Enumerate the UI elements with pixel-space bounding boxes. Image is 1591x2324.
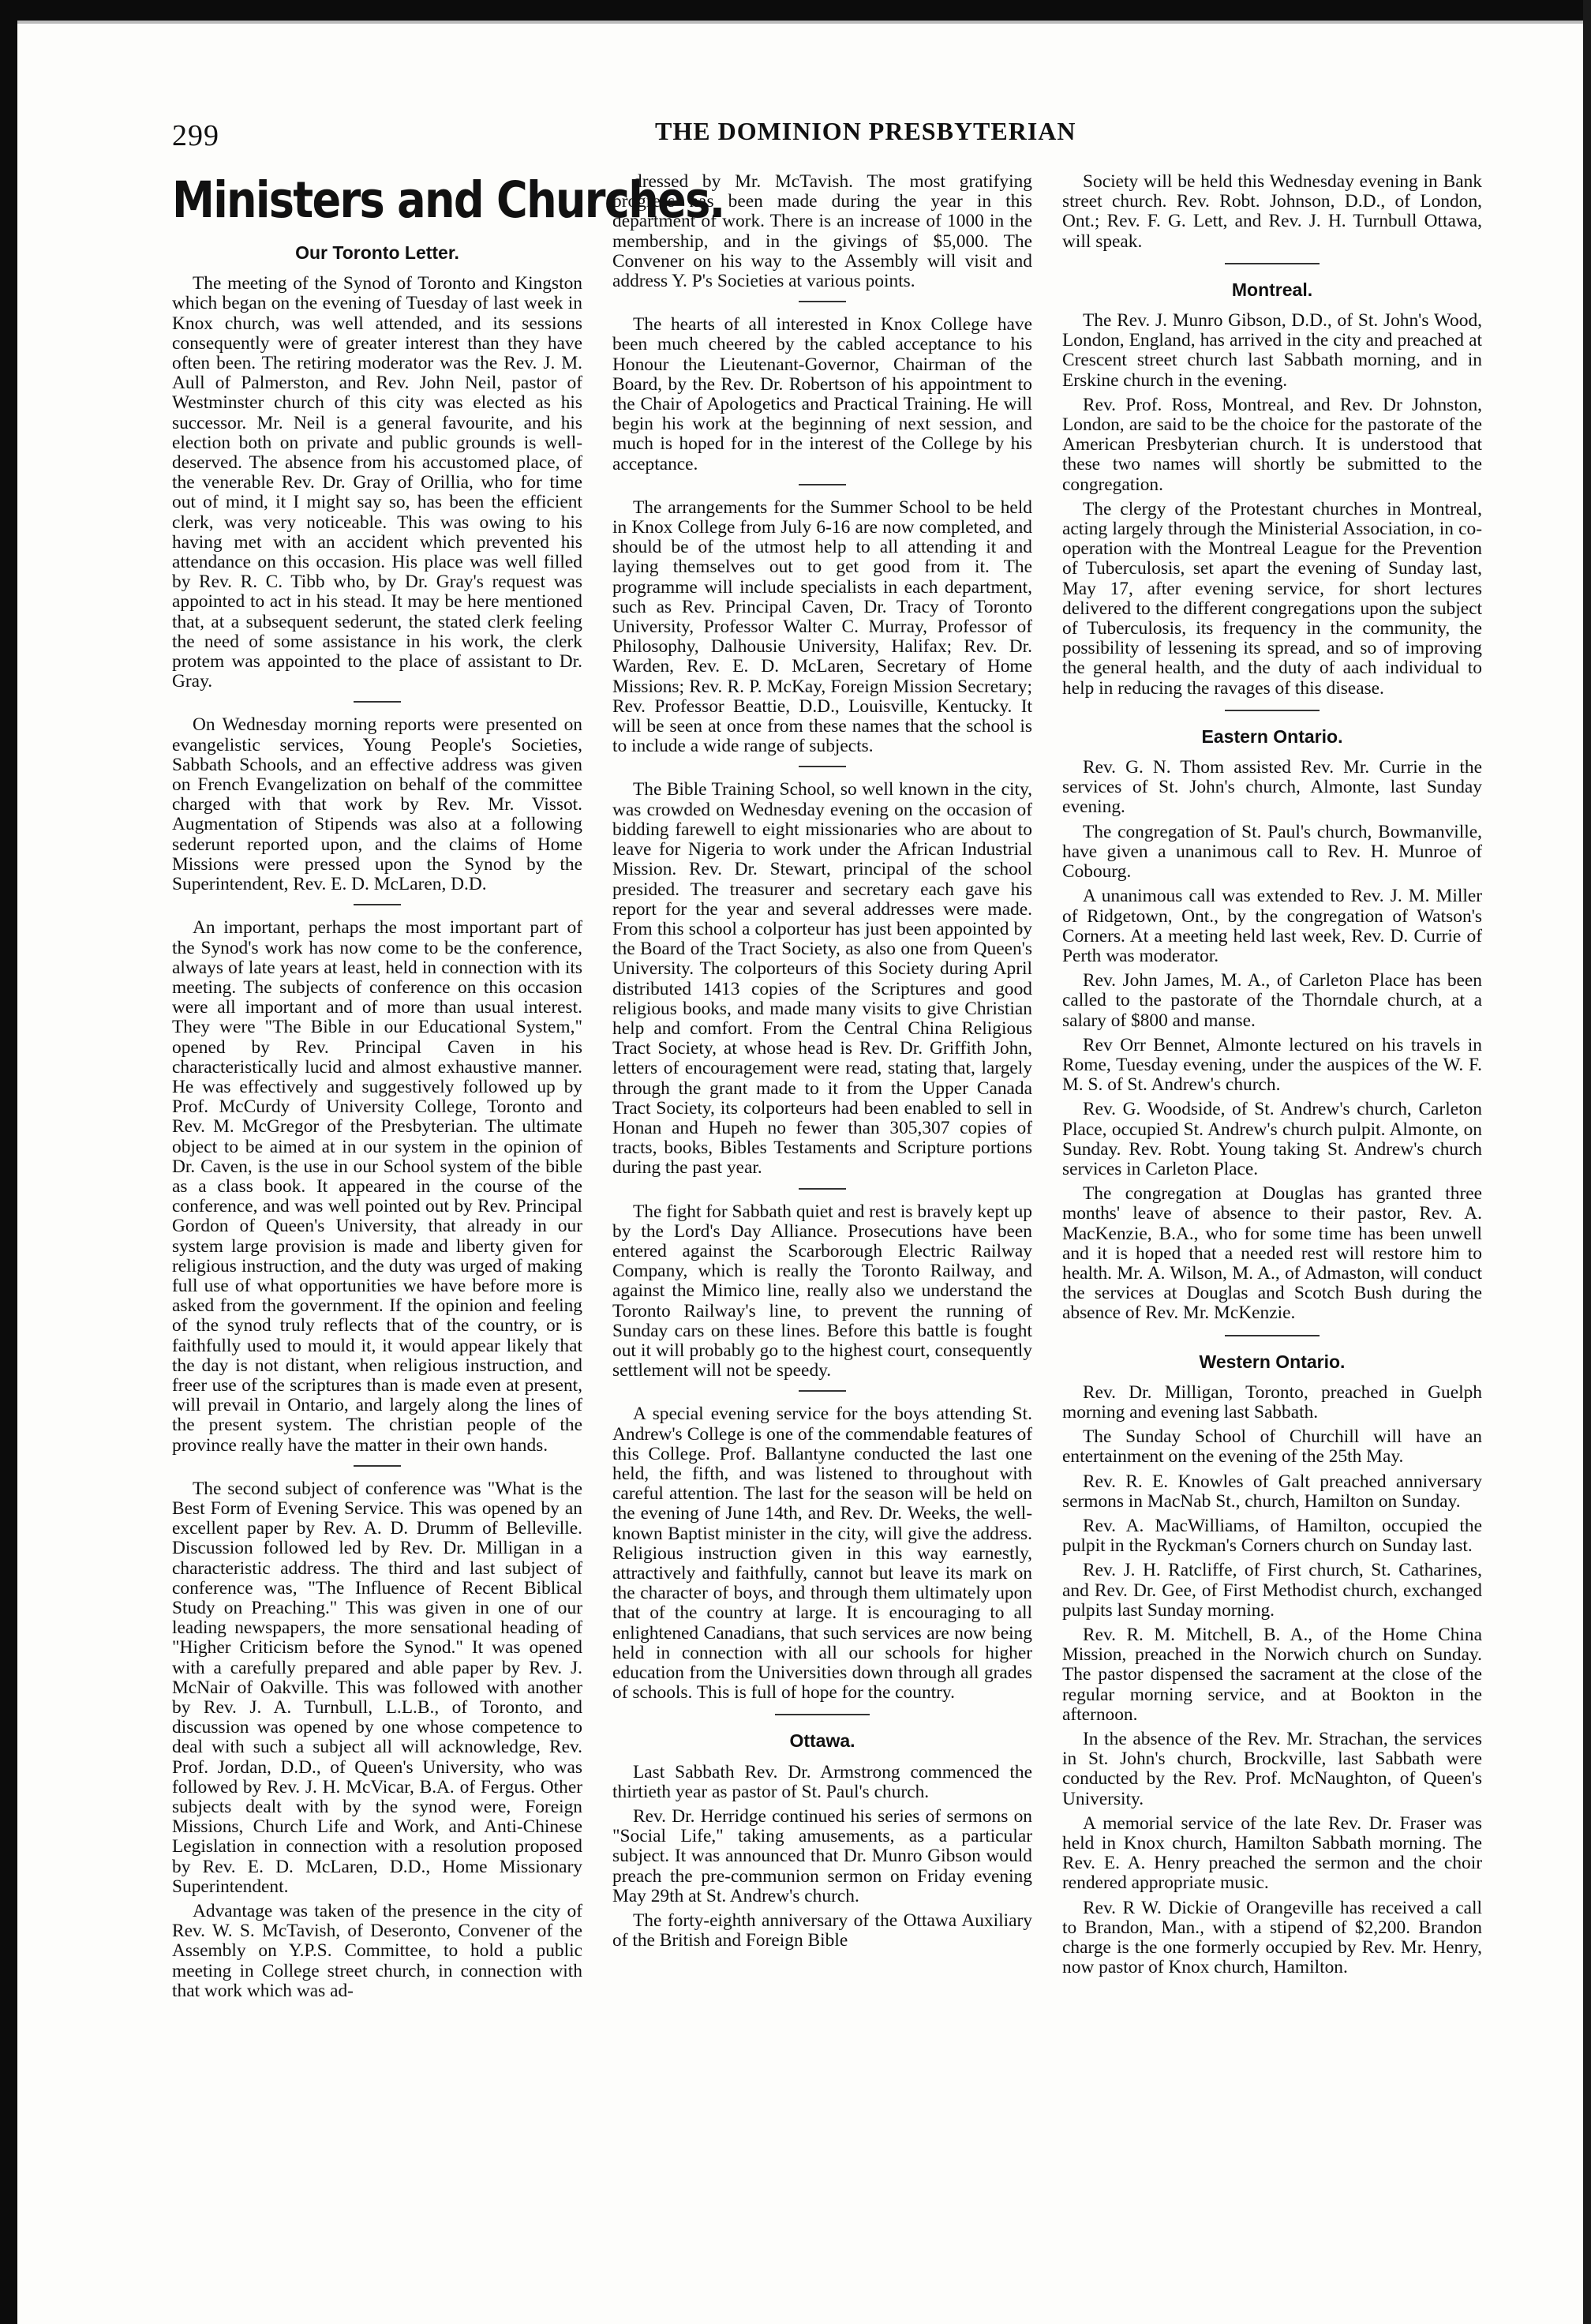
article-paragraph: A special evening service for the boys attending St. Andrew's College is one of the commendable features of this College. Prof. Ballantyne conducted the last one held, the fifth, and was listened to throughout with careful attention. The last for the season will be held on the evening of June 14th, and Rev. Dr. Weeks, the well-known Baptist minister in the city, will give the address. Religious instruction given in this way earnestly, attractively and faithfully, cannot but leave its mark on the character of boys, and through them ultimately upon that of the country at large. It is encouraging to all enlightened Canadians, that such services are now being held in connection with all our schools for higher education from the Universities down through all grades of schools. This is full of hope for the country. (612, 1404, 1032, 1704)
separator (1225, 263, 1320, 264)
heading-western-ontario: Western Ontario. (1199, 1351, 1346, 1372)
separator (799, 1390, 846, 1392)
article-paragraph: Advantage was taken of the presence in the city of Rev. W. S. McTavish, of Deseronto, Convener of the Assembly on Y.P.S. Committee, to hold a public meeting in College street church, in connection with that work which was ad- (172, 1901, 582, 2001)
separator (354, 701, 401, 703)
article-paragraph: The arrangements for the Summer School to be held in Knox College from July 6-16 are now completed, and should be of the utmost help to all attending it and laying themselves out to get good from it. The programme will include specialists in each department, such as Rev. Principal Caven, Dr. Tracy of Toronto University, Professor Walter C. Murray, Professor of Philosophy, Dalhousie University, Halifax; Rev. Dr. Warden, Rev. E. D. McLaren, Secretary of Home Missions; Rev. R. P. McKay, Foreign Mission Secretary; Rev. Professor Beattie, D.D., Louisville, Kentucky. It will be seen at once from these names that the school is to include a wide range of subjects. (612, 497, 1032, 757)
article-paragraph: On Wednesday morning reports were presented on evangelistic services, Young People's Societies, Sabbath Schools, and an effective address was given on French Evangelization on behalf of the committee charged with that work by Rev. Mr. Vissot. Augmentation of Stipends was also at a following sederunt reported upon, and the claims of Home Missions were pressed upon the Synod by the Superintendent, Rev. E. D. McLaren, D.D. (172, 714, 582, 895)
article-paragraph: The Bible Training School, so well known in the city, was crowded on Wednesday evening on the occasion of bidding farewell to eight missionaries who are about to leave for Nigeria to work under the African Industrial Mission. Rev. Dr. Stewart, principal of the school presided. The treasurer and secretary each gave his report for the year and several addresses were made. From this school a colporteur has just been appointed by the Board of the Tract Society, as also one from Queen's University. The colporteurs of this Society during April distributed 1413 copies of the Scriptures and good religious books, and made many visits to give Christian help and comfort. From the Central China Religious Tract Society, at whose head is Rev. Dr. Griffith John, letters of encouragement were read, stating that, largely through the grant made to it from the Upper Canada Tract Society, its colporteurs had been enabled to sell in Honan and Hupeh no fewer than 305,307 copies of tracts, books, Bibles Testaments and Scripture portions during the past year. (612, 779, 1032, 1179)
article-paragraph: Last Sabbath Rev. Dr. Armstrong commenced the thirtieth year as pastor of St. Paul's church. (612, 1761, 1032, 1802)
separator (1225, 1335, 1320, 1336)
article-paragraph: The Sunday School of Churchill will have an entertainment on the evening of the 25th May. (1062, 1426, 1482, 1467)
article-paragraph: The clergy of the Protestant churches in Montreal, acting largely through the Ministerial Association, in co-operation with the Montreal League for the Prevention of Tuberculosis, set apart the evening of Sunday last, May 17, after evening service, for short lectures delivered to the different congregations upon the subject of Tuberculosis, its frequency in the community, the possibility of lessening its spread, and so of improving the general health, and the duty of aach individual to help in reducing the ravages of this disease. (1062, 498, 1482, 699)
article-paragraph: Rev. G. Woodside, of St. Andrew's church, Carleton Place, occupied St. Andrew's church pulpit. Almonte, on Sunday. Rev. Robt. Young taking St. Andrew's church services in Carleton Place. (1062, 1099, 1482, 1179)
article-paragraph: Rev. R. E. Knowles of Galt preached anniversary sermons in MacNab St., church, Hamilton on Sunday. (1062, 1471, 1482, 1512)
column-1 (172, 171, 724, 2006)
article-paragraph: Rev. R. M. Mitchell, B. A., of the Home China Mission, preached in the Norwich church on Sunday. The pastor dispensed the sacrament at the close of the regular morning service, and at Bookton in the afternoon. (1062, 1625, 1482, 1725)
top-border-thin (17, 21, 1583, 24)
article-paragraph: Rev. G. N. Thom assisted Rev. Mr. Currie in the services of St. John's church, Almonte, last Sunday evening. (1062, 757, 1482, 818)
top-border (0, 0, 1591, 21)
separator (799, 301, 846, 302)
article-paragraph: Rev. R W. Dickie of Orangeville has received a call to Brandon, Man., with a stipend of $2,200. Brandon charge is the one formerly occupied by Rev. Mr. Henry, now pastor of Knox church, Hamilton. (1062, 1897, 1482, 1978)
column-3 (1062, 172, 1482, 1982)
separator (354, 904, 401, 905)
article-paragraph: Rev. John James, M. A., of Carleton Place has been called to the pastorate of the Thorndale church, at a salary of $800 and manse. (1062, 970, 1482, 1031)
separator (775, 1714, 870, 1715)
article-paragraph: The meeting of the Synod of Toronto and Kingston which began on the evening of Tuesday of last week in Knox church, was well attended, and its sessions consequently were of greater interest than they have often been. The retiring moderator was the Rev. J. M. Aull of Palmerston, and Rev. John Neil, pastor of Westminster church of this city was elected as his successor. Mr. Neil is a general favourite, and his election both on private and public grounds is well-deserved. The absence from his accustomed place, of the venerable Rev. Dr. Gray of Orillia, who for time out of mind, it I might say so, has been the efficient clerk, was very noticeable. This was owing to his having met with an accident which prevented his attendance on this occasion. His place was well filled by Rev. R. C. Tibb who, by Dr. Gray's request was appointed to act in his stead. It may be here mentioned that, at a subsequent sederunt, the stated clerk feeling the need of some assistance in his work, the clerk protem was appointed to the place of assistant to Dr. Gray. (172, 273, 582, 692)
section-masthead: Ministers and Churches. (172, 171, 724, 229)
heading-eastern-ontario: Eastern Ontario. (1201, 725, 1343, 747)
left-border (0, 0, 17, 2324)
article-paragraph: Rev. J. H. Ratcliffe, of First church, St. Catharines, and Rev. Dr. Gee, of First Methodist church, exchanged pulpits last Sunday morning. (1062, 1560, 1482, 1621)
article-paragraph: The forty-eighth anniversary of the Ottawa Auxiliary of the British and Foreign Bible (612, 1910, 1032, 1951)
separator (799, 1188, 846, 1190)
separator (799, 766, 846, 767)
article-paragraph: Rev Orr Bennet, Almonte lectured on his travels in Rome, Tuesday evening, under the auspices of the W. F. M. S. of St. Andrew's church. (1062, 1034, 1482, 1096)
right-border (1583, 0, 1591, 2324)
article-paragraph: An important, perhaps the most important part of the Synod's work has now come to be the conference, always of late years at least, held in connection with its meeting. The subjects of conference on this occasion were all important and of more than usual interest. They were "The Bible in our Educational System," opened by Rev. Principal Caven in his characteristically lucid and almost exhaustive manner. He was effectively and suggestively followed up by Prof. McCurdy of University College, Toronto and Rev. M. McGregor of the Presbyterian. The ultimate object to be aimed at in our system in the opinion of Dr. Caven, is the use in our School system of the bible as a class book. It appeared in the course of the conference, and was well pointed out by Rev. Principal Gordon of Queen's University, that already in our system large provision is made and liberty given for religious instruction, and the duty was urged of making full use of what opportunities we have before more is asked from the government. If the opinion and feeling of the synod truly reflects that of the country, or is faithfully used to mould it, it would appear likely that the day is not distant, when religious instruction, and freer use of the scriptures than is made even at present, will prevail in Ontario, and largely along the lines of the present system. The christian people of the province really have the matter in their own hands. (172, 917, 582, 1456)
heading-montreal: Montreal. (1231, 279, 1313, 300)
heading-toronto-letter: Our Toronto Letter. (295, 242, 459, 263)
article-paragraph: The Rev. J. Munro Gibson, D.D., of St. John's Wood, London, England, has arrived in the city and preached at Crescent street church last Sabbath morning, and in Erskine church in the evening. (1062, 310, 1482, 391)
article-paragraph: The congregation at Douglas has granted three months' leave of absence to their pastor, Rev. A. MacKenzie, B.A., who for some time has been unwell and it is hoped that a needed rest will restore him to health. Mr. A. Wilson, M. A., of Admaston, will conduct the services at Douglas and Scotch Bush during the absence of Rev. Mr. McKenzie. (1062, 1183, 1482, 1324)
article-paragraph: Rev. Prof. Ross, Montreal, and Rev. Dr Johnston, London, are said to be the choice for the pastorate of the American Presbyterian church. It is understood that these two names will shortly be submitted to the congregation. (1062, 394, 1482, 495)
article-paragraph: Rev. Dr. Herridge continued his series of sermons on "Social Life," taking amusements, as a particular subject. It was announced that Dr. Munro Gibson would preach the pre-communion sermon on Friday evening May 29th at St. Andrew's church. (612, 1806, 1032, 1906)
article-paragraph: The congregation of St. Paul's church, Bowmanville, have given a unanimous call to Rev. H. Munroe of Cobourg. (1062, 821, 1482, 883)
column-2 (612, 172, 1032, 1955)
article-paragraph: The hearts of all interested in Knox College have been much cheered by the cabled acceptance to his Honour the Lieutenant-Governor, Chairman of the Board, by the Rev. Dr. Robertson of his appointment to the Chair of Apologetics and Practical Training. He will begin his work at the beginning of next session, and much is hoped for in the interest of the College by his acceptance. (612, 314, 1032, 474)
article-paragraph: A unanimous call was extended to Rev. J. M. Miller of Ridgetown, Ont., by the congregation of Watson's Corners. At a meeting held last week, Rev. D. Currie of Perth was moderator. (1062, 886, 1482, 966)
article-paragraph: The fight for Sabbath quiet and rest is bravely kept up by the Lord's Day Alliance. Prosecutions have been entered against the Scarborough Electric Railway Company, which is really the Toronto Railway, and against the Mimico line, really also we understand the Toronto Railway's line, to prevent the running of Sunday cars on these lines. Before this battle is fought out it will probably go to the highest court, consequently settlement will not be speedy. (612, 1201, 1032, 1381)
article-paragraph: The second subject of conference was "What is the Best Form of Evening Service. This was opened by an excellent paper by Rev. A. D. Drumm of Belleville. Discussion followed led by Rev. Dr. Milligan in a characteristic address. The third and last subject of conference was, "The Influence of Recent Biblical Study on Preaching." This was given in one of our leading newspapers, the more sensational heading of "Higher Criticism before the Synod." It was opened with a carefully prepared and able paper by Rev. J. McNair of Oakville. This was followed with another by Rev. J. A. Turnbull, L.L.B., of Toronto, and discussion was opened by one whose competence to deal with such a subject all will acknowledge, Rev. Prof. Jordan, D.D., of Queen's University, who was followed by Rev. J. H. McVicar, B.A. of Fergus. Other subjects dealt with by the synod were, Foreign Missions, Church Life and Work, and Anti-Chinese Legislation in connection with a resolution proposed by Rev. E. D. McLaren, D.D., Home Missionary Superintendent. (172, 1478, 582, 1897)
heading-ottawa: Ottawa. (789, 1730, 855, 1752)
article-paragraph: Rev. A. MacWilliams, of Hamilton, occupied the pulpit in the Ryckman's Corners church on Sunday last. (1062, 1515, 1482, 1557)
separator (799, 484, 846, 485)
article-paragraph: A memorial service of the late Rev. Dr. Fraser was held in Knox church, Hamilton Sabbath morning. The Rev. E. A. Henry preached the sermon and the choir rendered appropriate music. (1062, 1812, 1482, 1894)
page-number: 299 (172, 119, 219, 152)
separator (1225, 710, 1320, 711)
article-paragraph: In the absence of the Rev. Mr. Strachan, the services in St. John's church, Brockville, last Sabbath were conducted by the Rev. Prof. McNaughton, of Queen's University. (1062, 1729, 1482, 1809)
article-paragraph: Rev. Dr. Milligan, Toronto, preached in Guelph morning and evening last Sabbath. (1062, 1381, 1482, 1423)
article-paragraph: dressed by Mr. McTavish. The most gratifying progress has been made during the year in this department of work. There is an increase of 1000 in the membership, and in the givings of $5,000. The Convener on his way to the Assembly will visit and address Y. P's Societies at various points. (612, 171, 1032, 292)
article-paragraph: Society will be held this Wednesday evening in Bank street church. Rev. Robt. Johnson, D.D., of London, Ont.; Rev. F. G. Lett, and Rev. J. H. Turnbull Ottawa, will speak. (1062, 171, 1482, 252)
running-head: THE DOMINION PRESBYTERIAN (655, 117, 1076, 145)
separator (354, 1465, 401, 1467)
